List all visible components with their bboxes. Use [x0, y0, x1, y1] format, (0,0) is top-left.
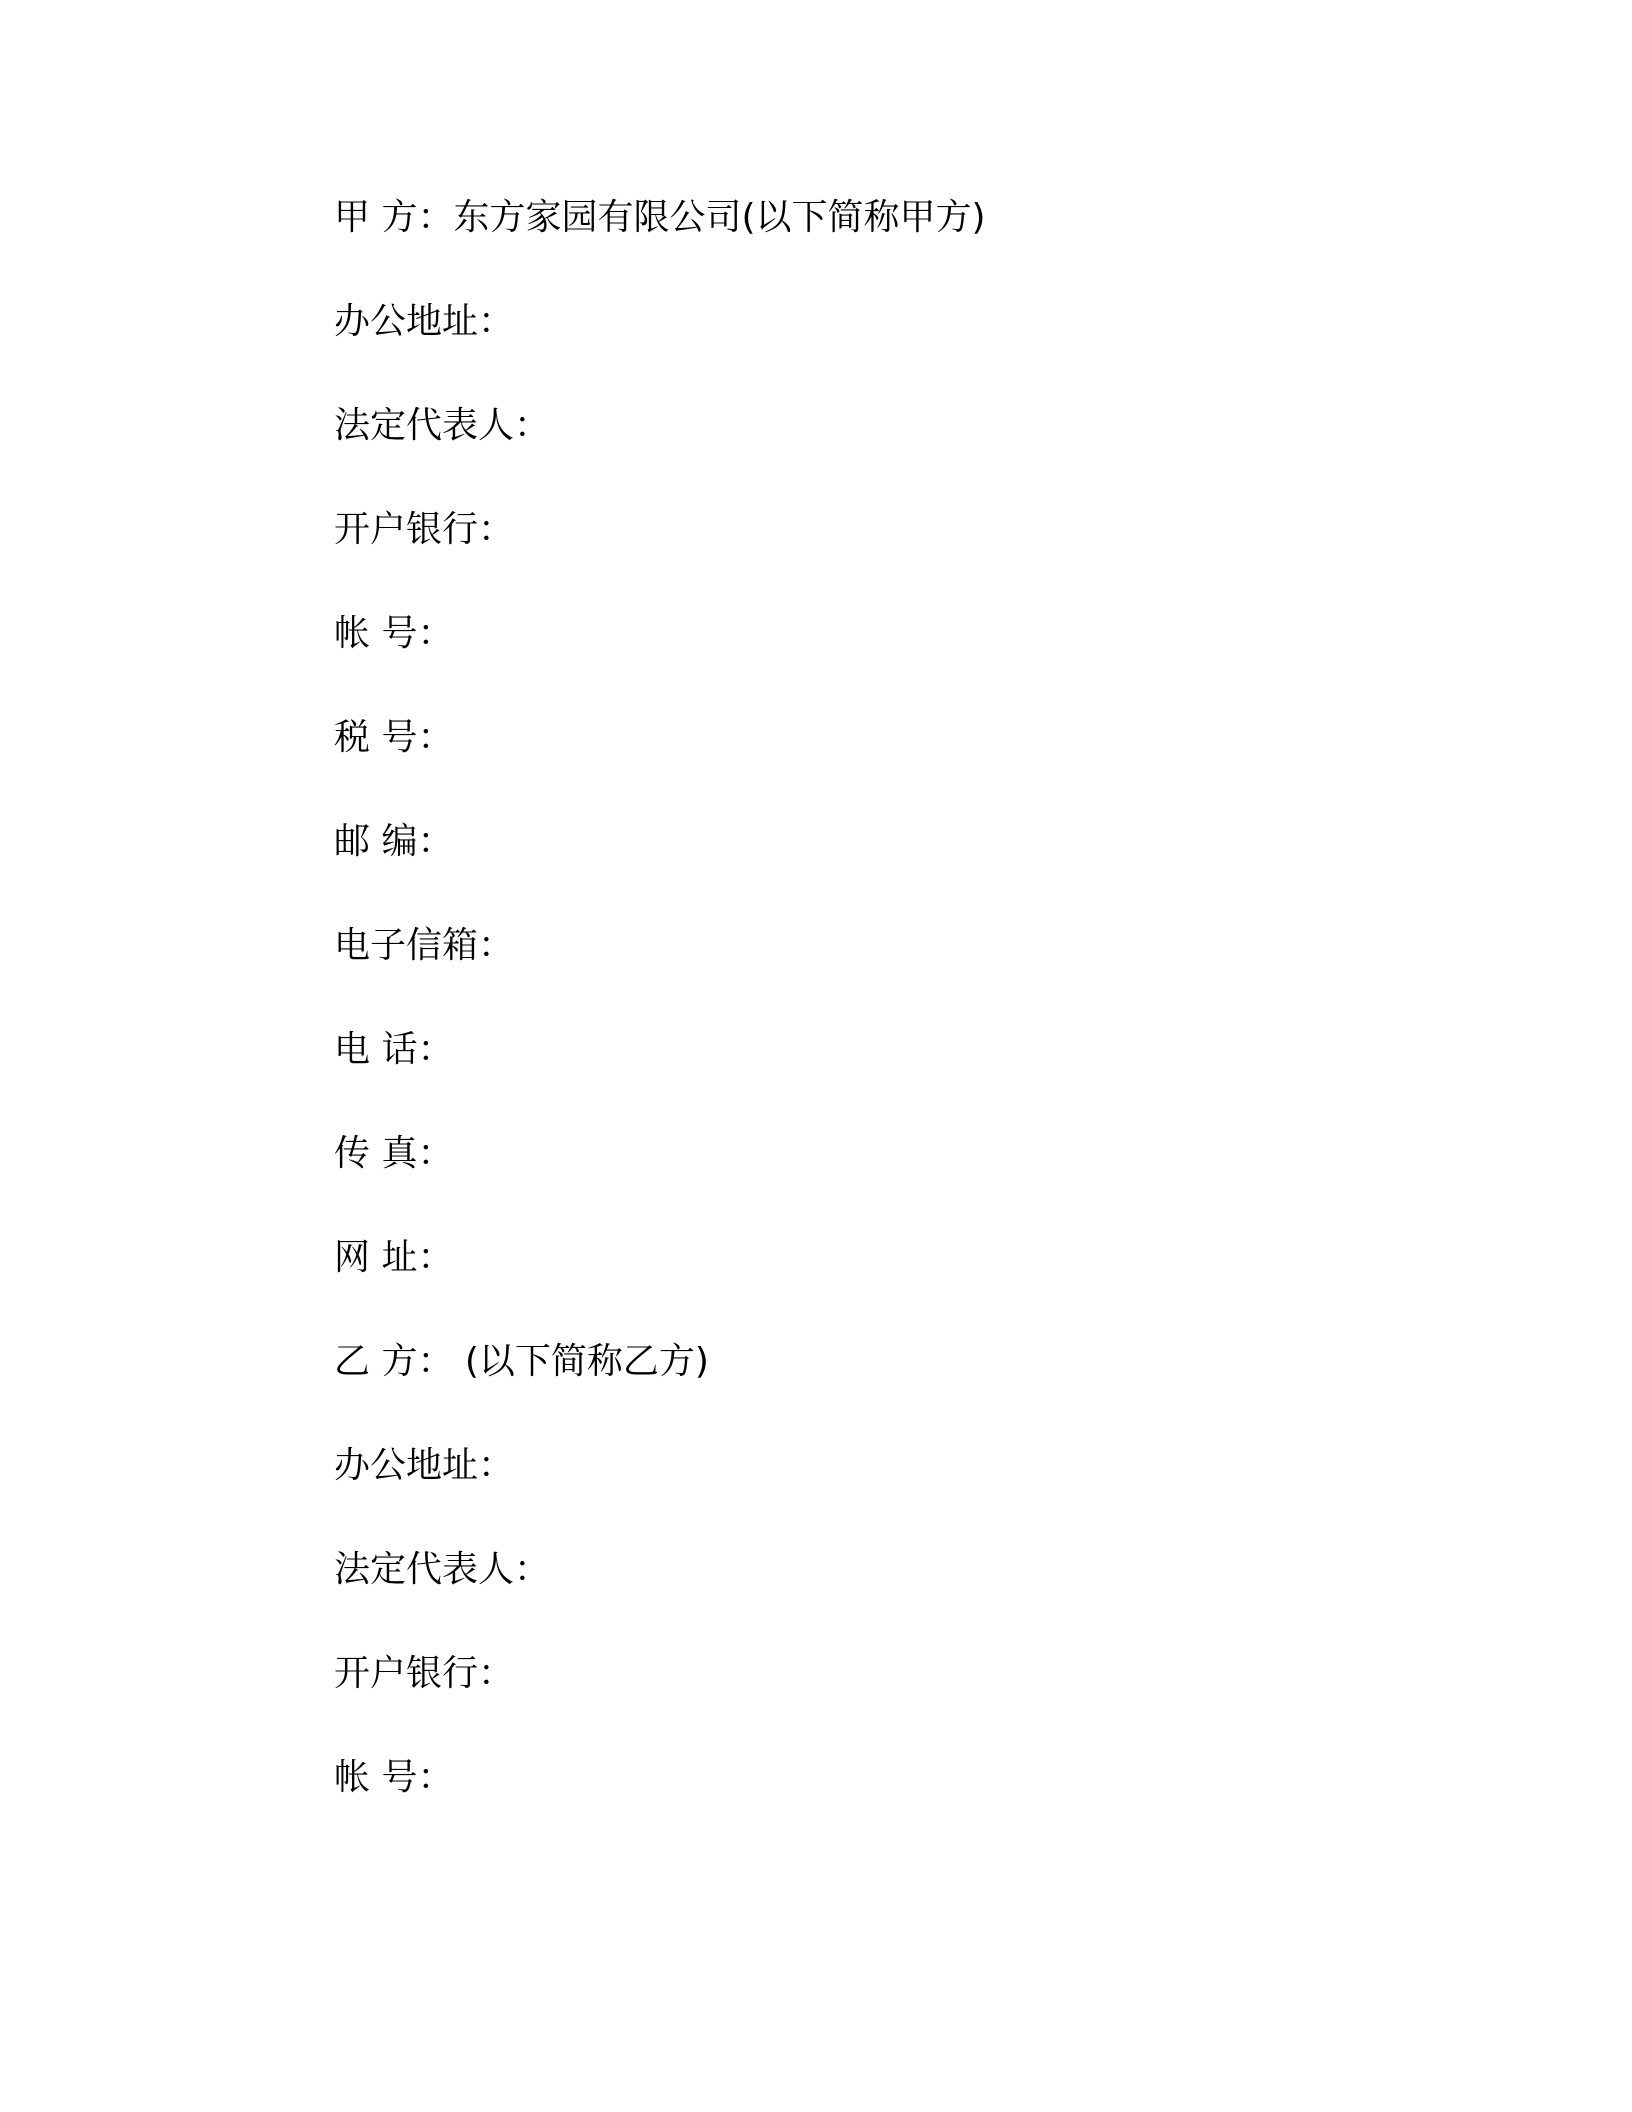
party-a-email-line: 电子信箱： [334, 925, 515, 966]
party-b-bank-line: 开户银行： [334, 1653, 515, 1694]
party-b-name-line: 乙 方： (以下简称乙方) [334, 1341, 709, 1382]
party-a-phone-line: 电 话： [334, 1029, 454, 1070]
contract-party-info [334, 190, 1434, 1854]
party-a-postcode-line: 邮 编： [334, 821, 454, 862]
party-a-office-address-line: 办公地址： [334, 301, 515, 342]
party-a-website-line: 网 址： [334, 1237, 454, 1278]
party-a-legal-representative-line: 法定代表人： [334, 405, 551, 446]
party-a-bank-line: 开户银行： [334, 509, 515, 550]
party-b-office-address-line: 办公地址： [334, 1445, 515, 1486]
party-b-account-line: 帐 号： [334, 1757, 454, 1798]
party-a-account-line: 帐 号： [334, 613, 454, 654]
party-b-legal-representative-line: 法定代表人： [334, 1549, 551, 1590]
party-a-tax-number-line: 税 号： [334, 717, 454, 758]
party-a-name-line: 甲 方：东方家园有限公司(以下简称甲方) [334, 197, 986, 238]
party-a-fax-line: 传 真： [334, 1133, 454, 1174]
